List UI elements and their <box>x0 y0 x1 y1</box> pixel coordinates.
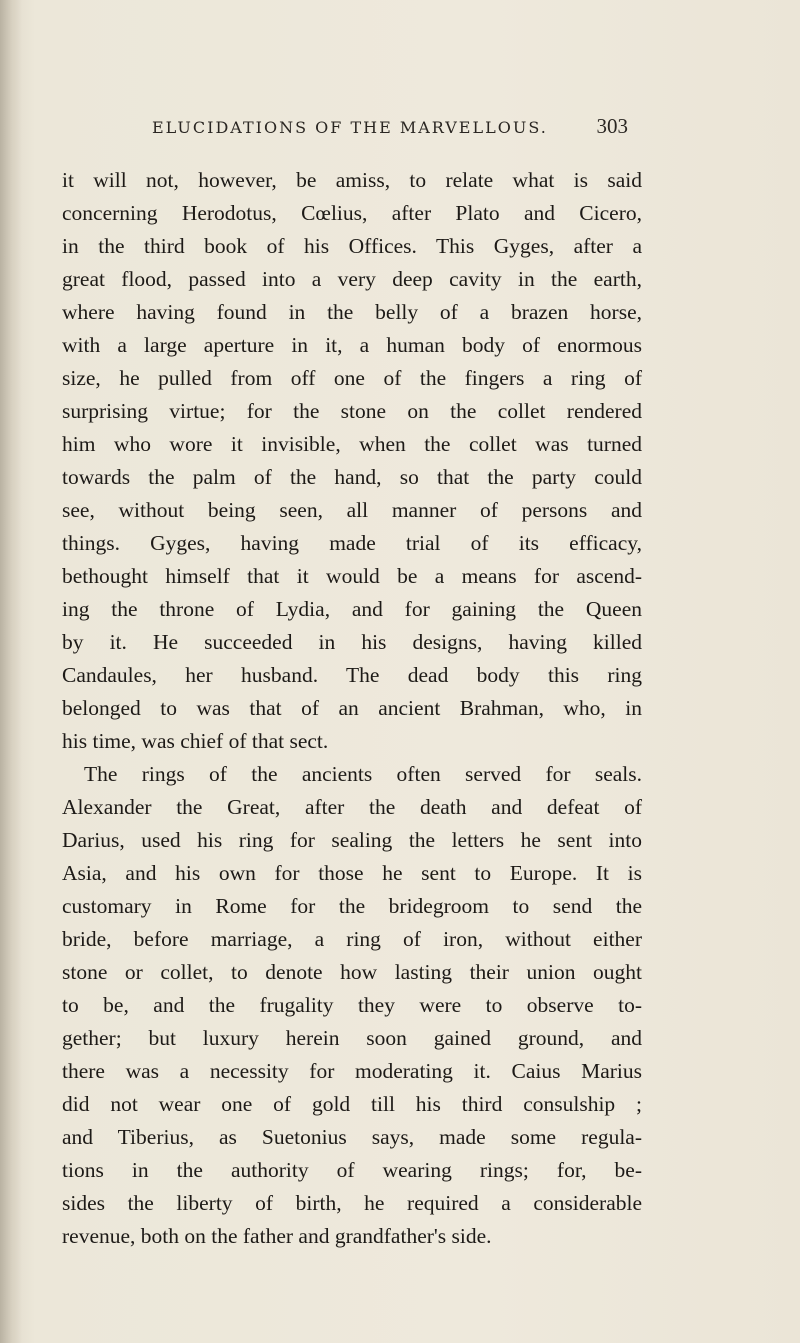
body-text <box>62 164 642 1253</box>
text-line: see, without being seen, all manner of persons and <box>62 498 642 522</box>
text-line: where having found in the belly of a brazen horse, <box>62 300 642 324</box>
text-line: ing the throne of Lydia, and for gaining the Queen <box>62 597 642 621</box>
text-line: Darius, used his ring for sealing the letters he sent into <box>62 828 642 852</box>
text-line: did not wear one of gold till his third consulship ; <box>62 1092 642 1116</box>
text-line: belonged to was that of an ancient Brahman, who, in <box>62 696 642 720</box>
text-line: Alexander the Great, after the death and defeat of <box>62 795 642 819</box>
text-line: Asia, and his own for those he sent to Europe. It is <box>62 861 642 885</box>
text-line: and Tiberius, as Suetonius says, made some regula- <box>62 1125 642 1149</box>
text-line: stone or collet, to denote how lasting their union ought <box>62 960 642 984</box>
text-line: revenue, both on the father and grandfather's side. <box>62 1224 492 1248</box>
running-head: ELUCIDATIONS OF THE MARVELLOUS. <box>152 118 548 137</box>
text-line: The rings of the ancients often served for seals. <box>84 762 642 786</box>
text-line: sides the liberty of birth, he required a considerable <box>62 1191 642 1215</box>
text-line: surprising virtue; for the stone on the collet rendered <box>62 399 642 423</box>
text-line: great flood, passed into a very deep cavity in the earth, <box>62 267 642 291</box>
text-line: there was a necessity for moderating it. Caius Marius <box>62 1059 642 1083</box>
text-line: him who wore it invisible, when the collet was turned <box>62 432 642 456</box>
text-line: his time, was chief of that sect. <box>62 729 329 753</box>
page-number: 303 <box>596 114 628 138</box>
text-line: size, he pulled from off one of the fingers a ring of <box>62 366 642 390</box>
text-line: by it. He succeeded in his designs, having killed <box>62 630 642 654</box>
page-gutter-shadow <box>0 0 22 1343</box>
text-line: bethought himself that it would be a means for ascend- <box>62 564 642 588</box>
text-line: to be, and the frugality they were to observe to- <box>62 993 642 1017</box>
text-line: towards the palm of the hand, so that the party could <box>62 465 642 489</box>
text-line: bride, before marriage, a ring of iron, without either <box>62 927 642 951</box>
text-line: customary in Rome for the bridegroom to send the <box>62 894 642 918</box>
text-line: with a large aperture in it, a human body of enormous <box>62 333 642 357</box>
text-line: gether; but luxury herein soon gained ground, and <box>62 1026 642 1050</box>
text-line: in the third book of his Offices. This Gyges, after a <box>62 234 642 258</box>
text-line: concerning Herodotus, Cœlius, after Plato and Cicero, <box>62 201 642 225</box>
text-line: Candaules, her husband. The dead body this ring <box>62 663 642 687</box>
text-line: it will not, however, be amiss, to relate what is said <box>62 168 642 192</box>
text-line: tions in the authority of wearing rings; for, be- <box>62 1158 642 1182</box>
text-line: things. Gyges, having made trial of its efficacy, <box>62 531 642 555</box>
